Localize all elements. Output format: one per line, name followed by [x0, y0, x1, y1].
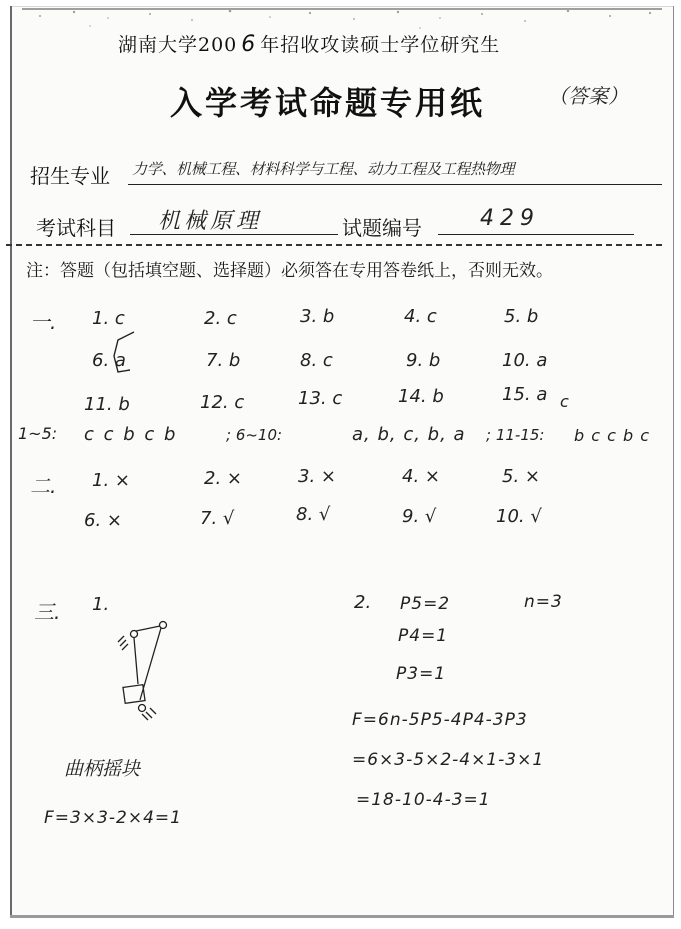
section3-marker: 三. — [34, 600, 61, 624]
s3-p3: P3=1 — [396, 664, 447, 684]
diagram-caption: 曲柄摇块 — [64, 758, 141, 780]
header-left: 湖南大学200 — [118, 34, 238, 56]
s1-answer: 11. b — [84, 394, 130, 415]
s1-answer: 15. a — [502, 384, 548, 405]
major-value: 力学、机械工程、材料科学与工程、动力工程及工程热物理 — [132, 160, 515, 178]
section2-marker: 二. — [30, 474, 57, 498]
s2-answer: 1. × — [92, 470, 130, 491]
divider — [6, 244, 662, 246]
code-label: 试题编号 — [342, 216, 422, 240]
s1-answer: 9. b — [406, 350, 441, 371]
s1-answer: 6. a — [92, 350, 126, 371]
bracket-mark — [104, 328, 144, 378]
page-title: 入学考试命题专用纸 — [170, 84, 486, 122]
s2-answer: 9. √ — [402, 506, 437, 527]
s2-answer: 2. × — [204, 468, 242, 489]
s1-answer: 12. c — [200, 392, 245, 413]
crank-slider-mechanism-diagram — [100, 612, 180, 732]
s2-answer: 8. √ — [296, 504, 331, 525]
s1-answer: 8. c — [300, 350, 333, 371]
major-underline — [128, 184, 662, 185]
s3-p5: P5=2 — [400, 594, 451, 614]
s1-answer-15-extra: c — [560, 392, 569, 411]
s3-q1-formula: F=3×3-2×4=1 — [44, 808, 182, 828]
s3-formula1: F=6n-5P5-4P4-3P3 — [352, 710, 528, 730]
s3-formula2: =6×3-5×2-4×1-3×1 — [352, 750, 545, 770]
s1-answer: 5. b — [504, 306, 539, 327]
s2-answer: 7. √ — [200, 508, 235, 529]
s2-answer: 10. √ — [496, 506, 542, 527]
s3-q1-label: 1. — [92, 594, 110, 615]
code-value: 429 — [480, 206, 540, 231]
code-underline — [438, 234, 634, 235]
s3-p4: P4=1 — [398, 626, 449, 646]
s1-answer: 4. c — [404, 306, 437, 327]
scan-edge-left — [10, 6, 12, 918]
s1-answer: 14. b — [398, 386, 444, 407]
subject-underline — [130, 234, 338, 235]
s1-summary-g2: a, b, c, b, a — [352, 424, 466, 445]
s3-formula3: =18-10-4-3=1 — [356, 790, 491, 810]
s1-answer: 1. c — [92, 308, 125, 329]
s1-answer: 2. c — [204, 308, 237, 329]
s1-answer: 3. b — [300, 306, 335, 327]
section1-marker: 一. — [30, 310, 57, 334]
subject-label: 考试科目 — [36, 216, 116, 240]
s1-summary-g1: c c b c b — [84, 424, 178, 445]
s1-answer: 7. b — [206, 350, 241, 371]
exam-header — [118, 30, 500, 57]
scan-edge-right — [673, 6, 674, 918]
s1-summary-g3-label: ; 11-15: — [486, 426, 545, 444]
header-year-digit: 6 — [241, 32, 257, 57]
s1-summary-g2-label: ; 6~10: — [226, 426, 283, 444]
s3-q2-label: 2. — [354, 592, 372, 613]
s2-answer: 5. × — [502, 466, 540, 487]
s2-answer: 4. × — [402, 466, 440, 487]
s1-summary-g3: b c c b c — [574, 426, 651, 445]
scan-edge-bottom — [10, 915, 674, 918]
subject-value: 机械原理 — [158, 209, 263, 234]
s1-summary-g1-label: 1~5: — [18, 424, 58, 443]
s3-n: n=3 — [524, 592, 563, 612]
major-label: 招生专业 — [30, 164, 110, 188]
s2-answer: 6. × — [84, 510, 122, 531]
s2-answer: 3. × — [298, 466, 336, 487]
s1-answer: 10. a — [502, 350, 548, 371]
notice: 注：答题（包括填空题、选择题）必须答在专用答卷纸上，否则无效。 — [26, 261, 553, 281]
answer-sheet — [10, 6, 674, 918]
title-note: （答案） — [548, 84, 628, 108]
header-right: 年招收攻读硕士学位研究生 — [260, 34, 501, 56]
s1-answer: 13. c — [298, 388, 343, 409]
